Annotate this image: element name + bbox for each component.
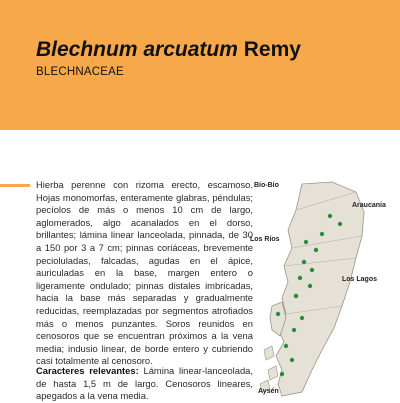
species-author: Remy bbox=[243, 38, 301, 61]
distribution-point bbox=[284, 344, 288, 348]
distribution-point bbox=[300, 316, 304, 320]
species-title bbox=[36, 38, 301, 62]
land-coastal-islands bbox=[260, 346, 278, 392]
species-latin-name: Blechnum arcuatum bbox=[36, 38, 238, 61]
distribution-point bbox=[304, 240, 308, 244]
map-label-aysen: Aysén bbox=[258, 388, 279, 395]
family-name: BLECHNACEAE bbox=[36, 66, 124, 78]
map-label-biobio: Bío-Bío bbox=[254, 182, 279, 189]
distribution-point bbox=[276, 312, 280, 316]
distribution-point bbox=[290, 358, 294, 362]
distribution-point bbox=[328, 214, 332, 218]
distribution-point bbox=[280, 372, 284, 376]
map-label-los-rios: Los Ríos bbox=[250, 236, 280, 243]
map-label-los-lagos: Los Lagos bbox=[342, 276, 378, 283]
distribution-point bbox=[294, 294, 298, 298]
distribution-point bbox=[298, 276, 302, 280]
distribution-map bbox=[252, 178, 400, 400]
distribution-point bbox=[314, 248, 318, 252]
relevant-characters-heading: Caracteres relevantes: bbox=[36, 365, 139, 376]
distribution-point bbox=[308, 284, 312, 288]
distribution-point bbox=[302, 260, 306, 264]
species-description: Hierba perenne con rizoma erecto, escamoso. Hojas monomorfas, enteramente glabras, péndulas; pecíolos de más o menos 10 cm de largo, aglomerados, algo acanalados en el dorso, brillantes; lámina linear lanceolada, pinnada, de 30 a 150 por 3 a 7 cm; pinnas coriáceas, brevemente pecioluladas, falcadas, agudas en el ápice, auriculadas en la base, margen entero o ligeramente ondulado; pinnas distales imbricadas, hacia la base más separadas y gradualmente reducidas, reemplazadas por segmentos atrofiados más o menos punzantes. Soros reunidos en cenosoros que se encuentran próximos a la vena media; indusio linear, de borde entero y cubriendo casi totalmente al cenosoro. bbox=[36, 179, 253, 367]
land-mainland bbox=[276, 182, 364, 396]
distribution-point bbox=[338, 222, 342, 226]
section-marker bbox=[0, 184, 30, 187]
map-label-araucania: Araucanía bbox=[352, 202, 386, 209]
relevant-characters bbox=[36, 365, 253, 403]
relevant-characters-text: Lámina linear-lanceolada, de hasta 1,5 m de largo. Cenosoros lineares, apegados a la vena media. bbox=[36, 365, 254, 402]
distribution-point bbox=[320, 232, 324, 236]
distribution-point bbox=[310, 268, 314, 272]
header-band bbox=[0, 0, 400, 130]
distribution-map-graphic bbox=[252, 178, 400, 400]
distribution-point bbox=[292, 328, 296, 332]
